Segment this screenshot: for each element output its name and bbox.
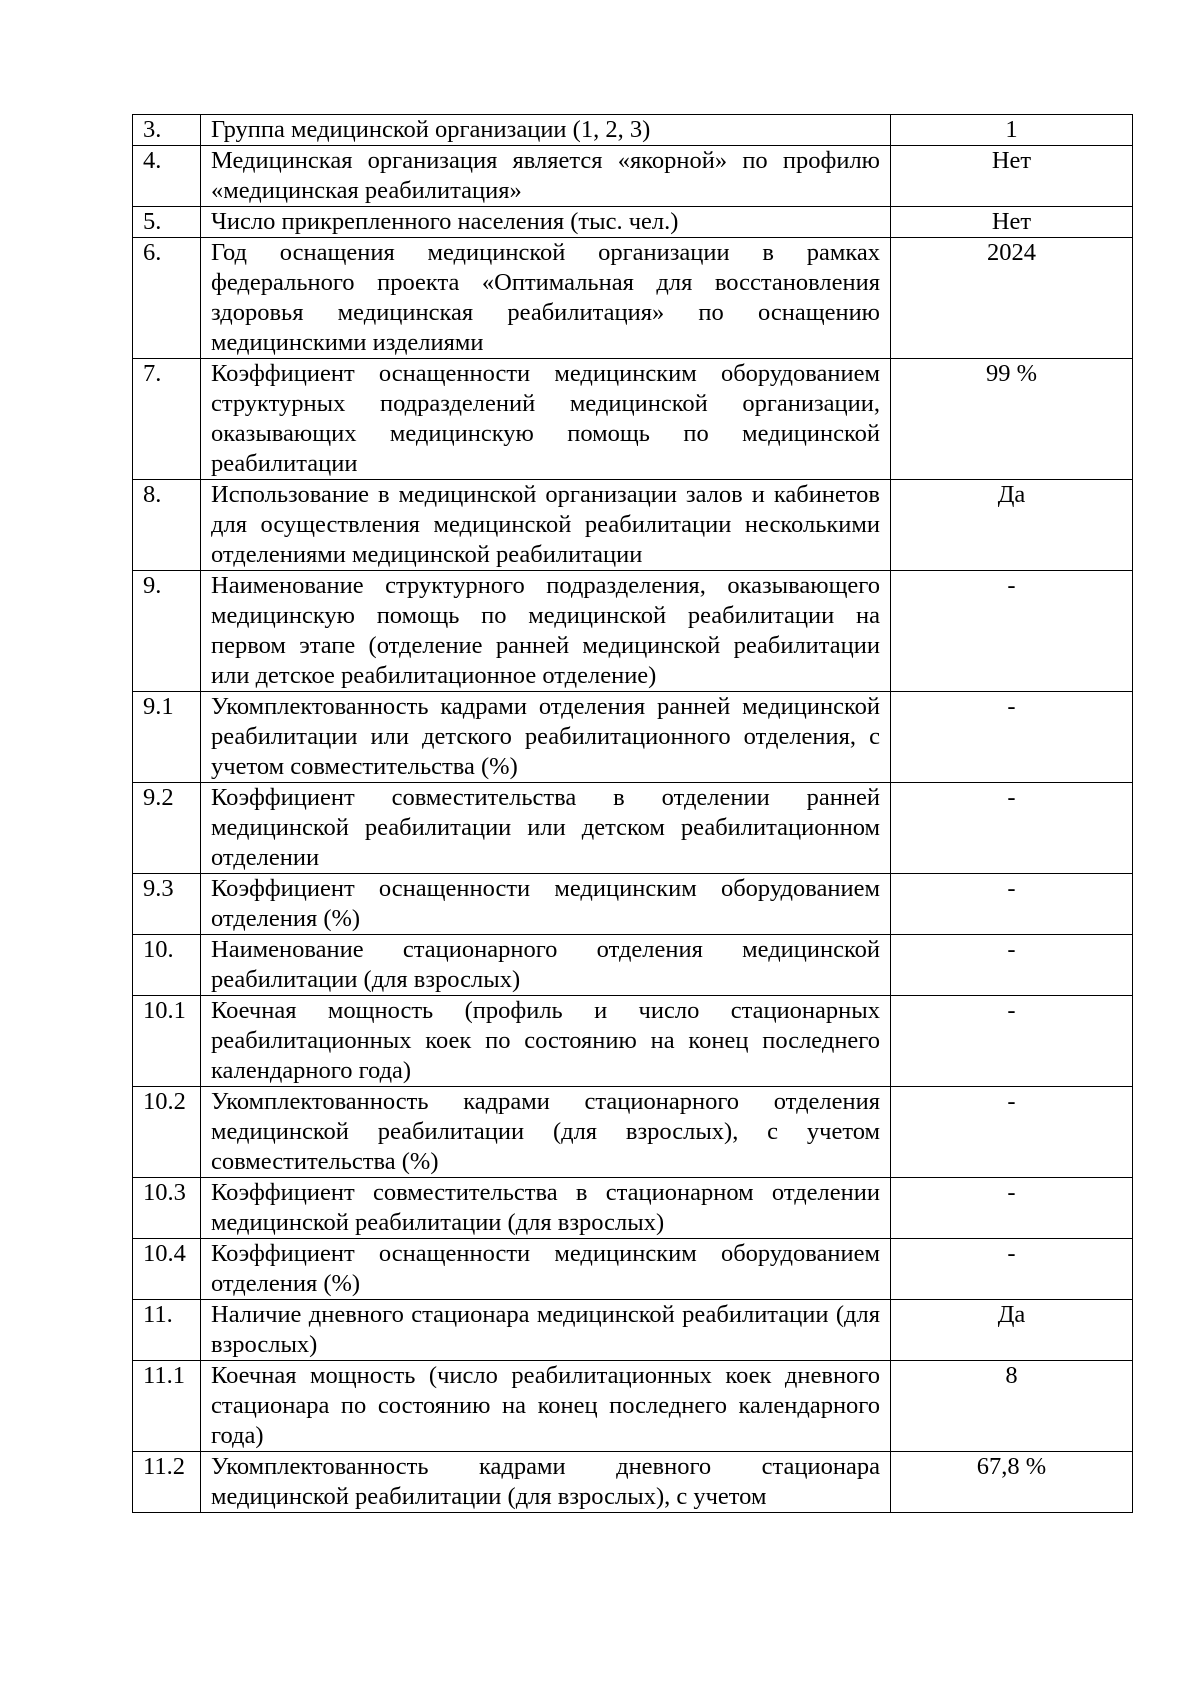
table-row (133, 935, 1133, 996)
row-description: Коечная мощность (профиль и число стационарных реабилитационных коек по состоянию на конец последнего календарного года) (201, 996, 891, 1087)
row-description: Коэффициент оснащенности медицинским оборудованием отделения (%) (201, 1239, 891, 1300)
row-description: Коэффициент совместительства в стационарном отделении медицинской реабилитации (для взрослых) (201, 1178, 891, 1239)
row-value: 67,8 % (891, 1452, 1133, 1513)
table-row (133, 146, 1133, 207)
document-page (132, 114, 1132, 1513)
row-description: Медицинская организация является «якорной» по профилю «медицинская реабилитация» (201, 146, 891, 207)
table-row (133, 115, 1133, 146)
row-value: - (891, 935, 1133, 996)
table-row (133, 996, 1133, 1087)
row-number: 10.2 (133, 1087, 201, 1178)
row-value: 1 (891, 115, 1133, 146)
row-number: 8. (133, 480, 201, 571)
row-number: 9.2 (133, 783, 201, 874)
table-row (133, 783, 1133, 874)
table-row (133, 480, 1133, 571)
row-value: 99 % (891, 359, 1133, 480)
table-row (133, 1300, 1133, 1361)
row-value: Да (891, 1300, 1133, 1361)
row-value: - (891, 571, 1133, 692)
table-row (133, 1239, 1133, 1300)
row-description: Использование в медицинской организации залов и кабинетов для осуществления медицинской реабилитации несколькими отделениями медицинской реабилитации (201, 480, 891, 571)
row-value: - (891, 783, 1133, 874)
row-number: 3. (133, 115, 201, 146)
table-row (133, 1452, 1133, 1513)
row-number: 4. (133, 146, 201, 207)
row-description: Наименование стационарного отделения медицинской реабилитации (для взрослых) (201, 935, 891, 996)
table-row (133, 207, 1133, 238)
row-number: 10.3 (133, 1178, 201, 1239)
row-number: 11. (133, 1300, 201, 1361)
row-description: Коэффициент совместительства в отделении ранней медицинской реабилитации или детском реабилитационном отделении (201, 783, 891, 874)
row-value: - (891, 1087, 1133, 1178)
table-row (133, 238, 1133, 359)
indicators-table (132, 114, 1133, 1513)
row-description: Год оснащения медицинской организации в рамках федерального проекта «Оптимальная для восстановления здоровья медицинская реабилитация» по оснащению медицинскими изделиями (201, 238, 891, 359)
row-number: 5. (133, 207, 201, 238)
row-number: 10.4 (133, 1239, 201, 1300)
row-value: - (891, 996, 1133, 1087)
row-description: Группа медицинской организации (1, 2, 3) (201, 115, 891, 146)
row-description: Число прикрепленного населения (тыс. чел.) (201, 207, 891, 238)
row-number: 11.2 (133, 1452, 201, 1513)
row-value: - (891, 874, 1133, 935)
row-description: Укомплектованность кадрами отделения ранней медицинской реабилитации или детского реабилитационного отделения, с учетом совместительства (%) (201, 692, 891, 783)
row-description: Укомплектованность кадрами стационарного отделения медицинской реабилитации (для взрослых), с учетом совместительства (%) (201, 1087, 891, 1178)
row-number: 10.1 (133, 996, 201, 1087)
row-number: 9. (133, 571, 201, 692)
table-row (133, 1178, 1133, 1239)
row-value: - (891, 1178, 1133, 1239)
table-row (133, 571, 1133, 692)
table-row (133, 359, 1133, 480)
row-number: 10. (133, 935, 201, 996)
row-value: Нет (891, 207, 1133, 238)
table-row (133, 1087, 1133, 1178)
row-number: 9.1 (133, 692, 201, 783)
table-row (133, 1361, 1133, 1452)
row-value: 2024 (891, 238, 1133, 359)
row-value: - (891, 1239, 1133, 1300)
row-number: 11.1 (133, 1361, 201, 1452)
row-number: 7. (133, 359, 201, 480)
row-value: Да (891, 480, 1133, 571)
row-description: Коечная мощность (число реабилитационных коек дневного стационара по состоянию на конец последнего календарного года) (201, 1361, 891, 1452)
table-row (133, 874, 1133, 935)
row-description: Коэффициент оснащенности медицинским оборудованием отделения (%) (201, 874, 891, 935)
row-number: 6. (133, 238, 201, 359)
row-description: Наличие дневного стационара медицинской реабилитации (для взрослых) (201, 1300, 891, 1361)
row-number: 9.3 (133, 874, 201, 935)
row-description: Укомплектованность кадрами дневного стационара медицинской реабилитации (для взрослых), с учетом (201, 1452, 891, 1513)
row-description: Коэффициент оснащенности медицинским оборудованием структурных подразделений медицинской организации, оказывающих медицинскую помощь по медицинской реабилитации (201, 359, 891, 480)
row-description: Наименование структурного подразделения, оказывающего медицинскую помощь по медицинской реабилитации на первом этапе (отделение ранней медицинской реабилитации или детское реабилитационное отделение) (201, 571, 891, 692)
row-value: 8 (891, 1361, 1133, 1452)
row-value: Нет (891, 146, 1133, 207)
row-value: - (891, 692, 1133, 783)
table-row (133, 692, 1133, 783)
